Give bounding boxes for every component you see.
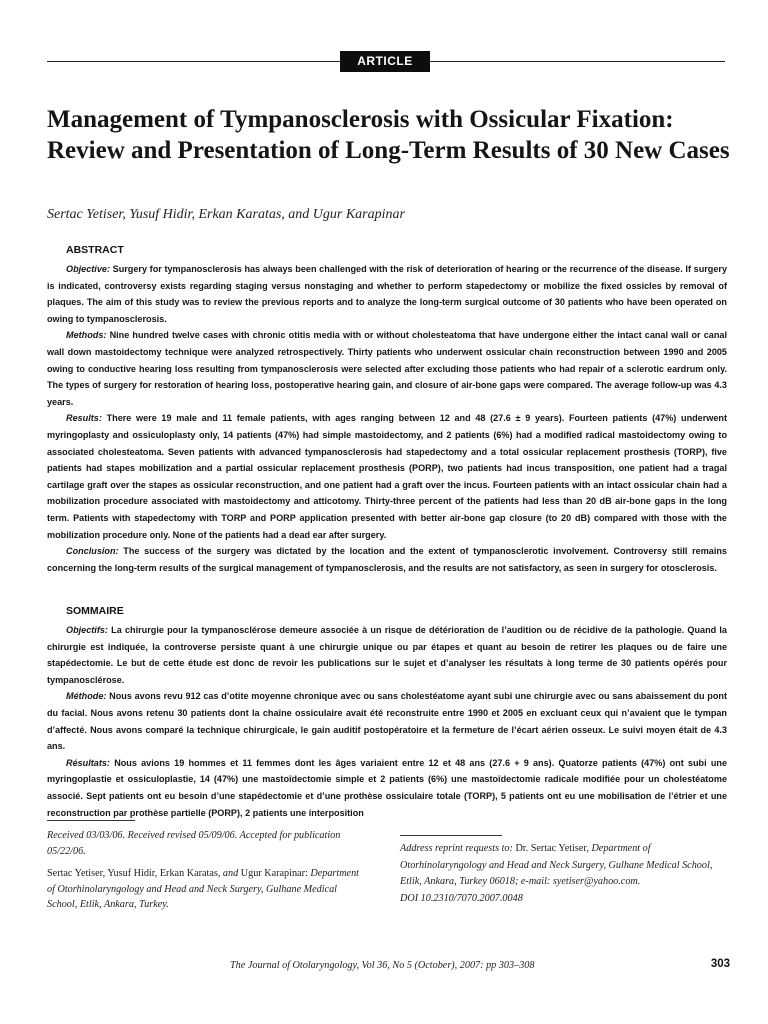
sommaire-resultats-label: Résultats: — [66, 757, 110, 768]
abstract-objective — [47, 261, 727, 327]
abstract-objective-text: Surgery for tympanosclerosis has always been challenged with the risk of deterioration of hearing or the recurrence of the disease. If surgery is indicated, controversy exists regarding staging versus nonstaging and whether to perform stapedectomy or mobilize the fixed ossicles by removal of plaques. The aim of this study was to review the previous reports and to analyze the long-term surgical outcome of 30 patients who have been operated on owing to tympanosclerosis. — [47, 264, 727, 324]
footnote-rule-right — [400, 835, 502, 836]
abstract-body — [47, 261, 727, 576]
doi: DOI 10.2310/7070.2007.0048 — [400, 892, 523, 904]
abstract-conclusion-text: The success of the surgery was dictated by the location and the extent of tympanosclerotic involvement. Controversy still remains concerning the long-term results of the surgical management of tympanosclerosis, and the results are not satisfactory, as seen in surgery for otosclerosis. — [47, 546, 727, 573]
abstract-results-text: There were 19 male and 11 female patients, with ages ranging between 12 and 48 (27.6 ± 9 years). Fourteen patients (47%) underwent myringoplasty and ossiculoplasty only, 14 patients (47%) had simple mastoidectomy, and 2 patients (6%) had a modified radical mastoidectomy owing to associated cholesteatoma. Seven patients with advanced tympanosclerosis had stapedectomy and a total ossicular replacement prosthesis (TORP), five patients had stapes mobilization and a partial ossicular replacement prosthesis (PORP), two patients had incus transposition, one patient had a tragal cartilage graft over the stapes as ossicular reconstruction, and one patient had a graft over the incus. Fourteen patients with an intact ossicular chain had a mobilization procedure associated with mastoidectomy and atticotomy. Thirty-three percent of the patients had less than 20 dB air-bone gaps in the long term. Patients with stapedectomy with TORP and PORP application presented with better air-bone gap closure (to 20 dB) compared with those with the mobilization procedure only. None of the patients had a dead ear after surgery. — [47, 413, 727, 540]
sommaire-methode-label: Méthode: — [66, 691, 107, 702]
page-number: 303 — [710, 958, 730, 970]
abstract-results-label: Results: — [66, 413, 102, 424]
sommaire-objectifs-text: La chirurgie pour la tympanosclérose demeure associée à un risque de détérioration de l’audition ou de récidive de la pathologie. Quand la chirurgie est indiquée, la controverse persiste quant à une chirurgie unique ou par étapes et quant au besoin de retirer les plaques ou de faire une stapédectomie. Le but de cette étude est donc de revoir les publications sur le sujet et d’analyser les résultats à long terme de 30 patients opérés pour tympanosclérose. — [47, 625, 727, 685]
abstract-methods — [47, 327, 727, 410]
article-badge: ARTICLE — [340, 51, 430, 72]
reprint-address — [400, 841, 730, 891]
abstract-objective-label: Objective: — [66, 264, 110, 274]
reprint-label: Address reprint requests to: — [400, 843, 513, 854]
sommaire-methode — [47, 688, 727, 754]
abstract-methods-label: Methods: — [66, 330, 107, 341]
abstract-heading: ABSTRACT — [66, 244, 124, 256]
abstract-results — [47, 410, 727, 543]
abstract-conclusion-label: Conclusion: — [66, 546, 119, 557]
sommaire-methode-text: Nous avons revu 912 cas d’otite moyenne chronique avec ou sans cholestéatome ayant subi une chirurgie avec ou sans abaissement du pont du facial. Nous avons retenu 30 patients dont la chaîne ossiculaire avait été reconstruite entre 1990 et 2005 en excluant ceux qui n’avaient que le tympan d’affecté. Nous avons comparé la technique chirurgicale, le gain auditif postopératoire et la fermeture de l’écart aérien osseux. Le suivi moyen était de 4.3 ans. — [47, 691, 727, 752]
affiliation-and: and — [222, 868, 239, 879]
article-authors: Sertac Yetiser, Yusuf Hidir, Erkan Karatas, and Ugur Karapinar — [47, 207, 405, 222]
reprint-name: Dr. Sertac Yetiser, — [515, 843, 589, 854]
footnote-rule-left — [47, 820, 135, 821]
sommaire-heading: SOMMAIRE — [66, 605, 124, 617]
sommaire-body — [47, 622, 727, 821]
footnote-right — [400, 841, 730, 907]
reprint-addr: Department of Otorhinolaryngology and Head and Neck Surgery, Gulhane Medical School, Etlik, Ankara, Turkey 06018; e-mail: syetiser@yahoo.com. — [400, 843, 713, 887]
author-affiliation: Sertac Yetiser, Yusuf Hidir, Erkan Karatas, and Ugur Karapinar: Department of Otorhinolaryngology and Head and Neck Surgery, Gulhane Medical School, Etlik, Ankara, Turkey. — [47, 868, 360, 910]
journal-citation: The Journal of Otolaryngology, Vol 36, No 5 (October), 2007: pp 303–308 — [230, 960, 535, 971]
affiliation-dept: Department of Otorhinolaryngology and Head and Neck Surgery, Gulhane Medical School, Etlik, Ankara, Turkey. — [47, 868, 360, 910]
sommaire-resultats-text: Nous avions 19 hommes et 11 femmes dont les âges variaient entre 12 et 48 ans (27.6 + 9 ans). Quatorze patients (47%) ont subi une myringoplastie et ossiculoplastie, 14 (47%) une mastoïdectomie simple et 2 patients (6%) une mastoïdectomie radicale modifiée pour un cholestéatome associé. Sept patients ont eu besoin d’une stapédectomie et d’une prothèse ossiculaire totale (TORP), 5 patients ont eu une mobilisation de l’étrier et une reconstruction par prothèse partielle (PORP), 2 patients une interposition — [47, 757, 727, 818]
footnote-left — [47, 828, 367, 920]
sommaire-objectifs-label: Objectifs: — [66, 625, 108, 635]
received-dates: Received 03/03/06. Received revised 05/09/06. Accepted for publication 05/22/06. — [47, 830, 341, 857]
affiliation-names: Sertac Yetiser, Yusuf Hidir, Erkan Karatas — [47, 868, 218, 879]
sommaire-objectifs — [47, 622, 727, 688]
abstract-methods-text: Nine hundred twelve cases with chronic otitis media with or without cholesteatoma that have undergone either the intact canal wall or canal wall down mastoidectomy technique were analyzed retrospectively. Thirty patients who underwent ossicular chain reconstruction between 1990 and 2005 owing to conductive hearing loss resulting from tympanosclerosis were selected after excluding those patients who had repair of a sclerotic eardrum only. The types of surgery for restoration of hearing loss, postoperative hearing gain, and closure of air-bone gaps were compared. The average follow-up was 4.3 years. — [47, 330, 727, 407]
abstract-conclusion — [47, 543, 727, 576]
affiliation-last: Ugur Karapinar: — [240, 868, 308, 879]
article-title: Management of Tympanosclerosis with Ossicular Fixation: Review and Presentation of Long-Term Results of 30 New Cases — [47, 106, 730, 164]
sommaire-resultats — [47, 755, 727, 821]
